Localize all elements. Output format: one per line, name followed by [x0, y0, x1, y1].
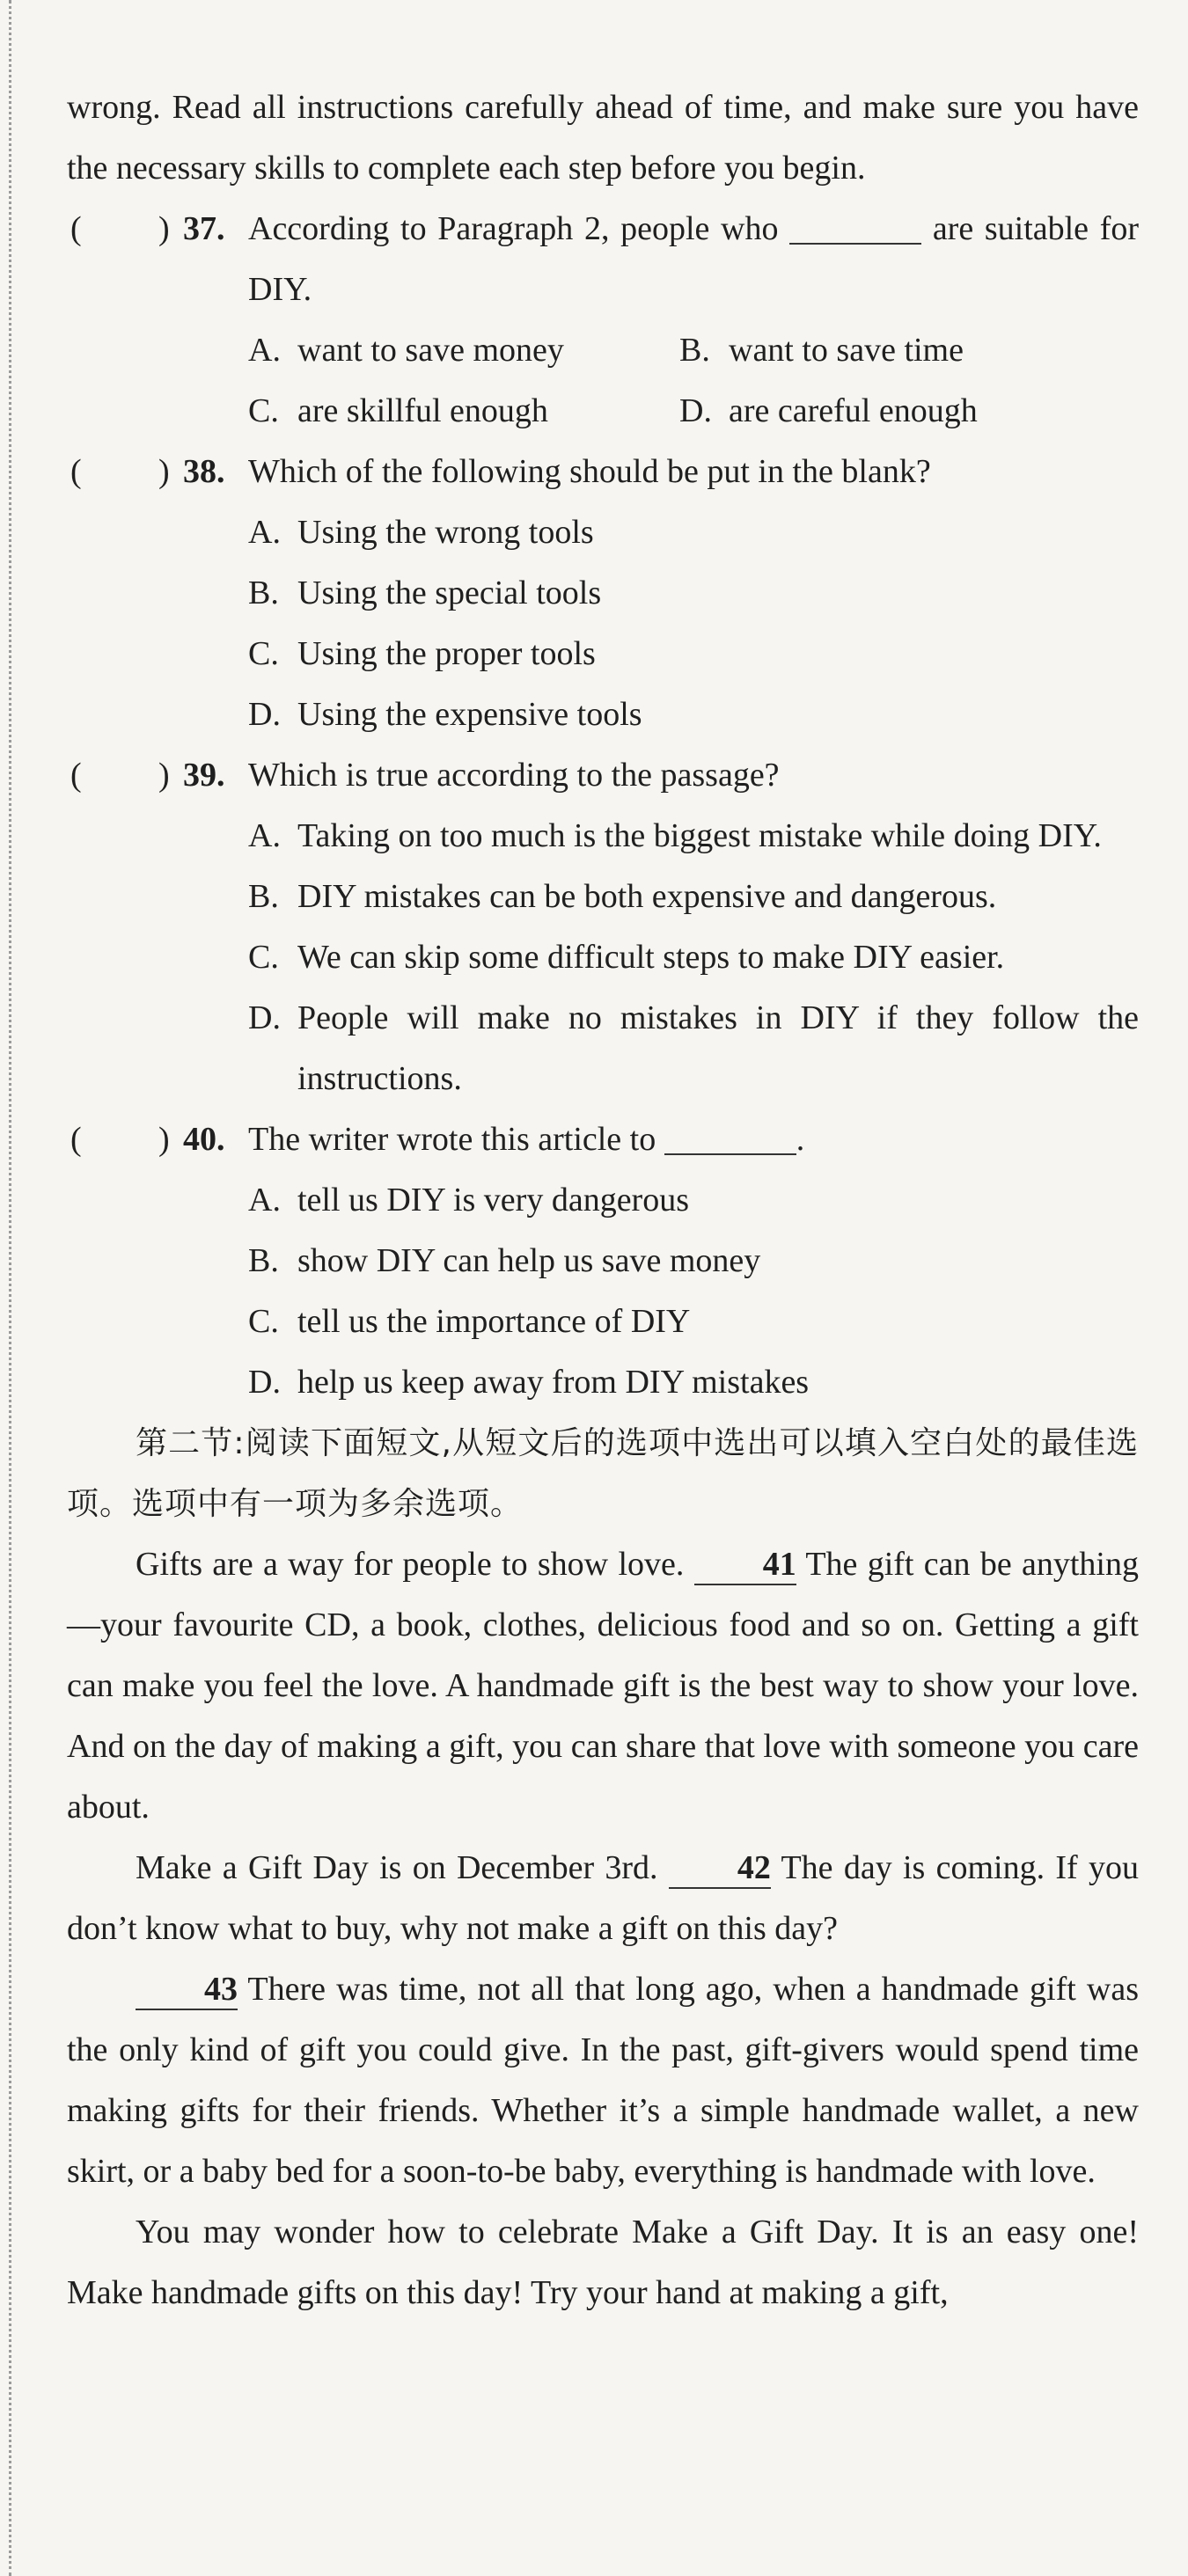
option-letter: A.: [248, 1182, 281, 1218]
option-b: [679, 320, 1111, 381]
section-2-instructions: 第二节:阅读下面短文,从短文后的选项中选出可以填入空白处的最佳选项。选项中有一项为多余选项。: [67, 1425, 1139, 1522]
answer-blank: [664, 1116, 796, 1155]
option-b: [248, 1231, 1139, 1292]
options: [248, 1170, 1139, 1413]
option-b: [248, 867, 1139, 927]
question-number: 37.: [183, 210, 225, 247]
blank-43: 43: [136, 1970, 238, 2010]
question-number: 40.: [183, 1121, 225, 1158]
options: [248, 320, 1139, 442]
stem-text-before: The writer wrote this article to: [248, 1121, 656, 1158]
page-content: [67, 77, 1139, 2324]
option-text: Using the special tools: [297, 574, 602, 611]
question-number: 39.: [183, 757, 225, 794]
passage-paragraph-3: [67, 1959, 1139, 2202]
option-a: [248, 1170, 1139, 1231]
stem-text-after: .: [796, 1121, 805, 1158]
answer-paren-close: ): [158, 1121, 170, 1158]
option-letter: C.: [248, 939, 279, 976]
question-number: 38.: [183, 453, 225, 490]
question-40: [67, 1109, 1139, 1413]
option-a: [248, 806, 1139, 867]
blank-42: 42: [669, 1848, 771, 1889]
passage-paragraph-2: [67, 1838, 1139, 1959]
carry-over-paragraph: wrong. Read all instructions carefully ahead of time, and make sure you have the necessary skills to complete each step before you begin.: [67, 89, 1139, 187]
option-text: are careful enough: [729, 392, 978, 429]
option-letter: A.: [248, 817, 281, 854]
question-stem: Which of the following should be put in the blank?: [248, 453, 931, 490]
option-c: [248, 927, 1139, 988]
option-text: show DIY can help us save money: [297, 1242, 761, 1279]
passage-text: Make a Gift Day is on December 3rd.: [136, 1849, 658, 1886]
question-stem: [248, 199, 1139, 320]
option-text: are skillful enough: [297, 392, 548, 429]
option-d: [248, 684, 1139, 745]
binding-margin-line: [9, 0, 14, 2576]
option-letter: C.: [248, 635, 279, 672]
option-text: Using the wrong tools: [297, 514, 594, 551]
passage-paragraph-4: You may wonder how to celebrate Make a Gift Day. It is an easy one! Make handmade gifts on this day! Try your hand at making a gift,: [67, 2214, 1139, 2311]
option-letter: A.: [248, 514, 281, 551]
option-letter: B.: [248, 574, 279, 611]
option-letter: B.: [248, 1242, 279, 1279]
question-39: [67, 745, 1139, 1109]
answer-paren-close: ): [158, 757, 170, 794]
option-text: want to save money: [297, 332, 564, 369]
options: [248, 502, 1139, 745]
option-row: [248, 381, 1139, 442]
question-stem: [248, 1109, 1139, 1170]
option-letter: D.: [679, 392, 712, 429]
option-letter: C.: [248, 392, 279, 429]
blank-41: 41: [694, 1545, 796, 1585]
option-letter: B.: [679, 332, 710, 369]
option-d: [248, 1352, 1139, 1413]
question-38: [67, 442, 1139, 745]
option-letter: D.: [248, 696, 281, 733]
answer-paren-open: (: [70, 210, 82, 247]
option-text: want to save time: [729, 332, 964, 369]
option-text: tell us DIY is very dangerous: [297, 1182, 689, 1218]
question-37: [67, 199, 1139, 442]
option-c: [248, 1292, 1139, 1352]
option-d: [679, 381, 1111, 442]
option-a: [248, 320, 679, 381]
option-text: We can skip some difficult steps to make DIY easier.: [297, 939, 1005, 976]
stem-text-before: According to Paragraph 2, people who: [248, 210, 779, 247]
answer-paren-open: (: [70, 757, 82, 794]
passage-text: The gift can be anything—your favourite CD, a book, clothes, delicious food and so on. Getting a gift can make you feel the love. A handmade gift is the best way to show your love. And on the day of making a gift, you can share that love with someone you care about.: [67, 1546, 1139, 1826]
answer-blank: [789, 206, 921, 245]
option-c: [248, 381, 679, 442]
option-text: Using the proper tools: [297, 635, 596, 672]
option-d: [248, 988, 1139, 1109]
answer-paren-close: ): [158, 210, 170, 247]
stem-text-after: are suitable for DIY.: [248, 210, 1140, 308]
answer-paren-open: (: [70, 1121, 82, 1158]
option-c: [248, 624, 1139, 684]
option-letter: A.: [248, 332, 281, 369]
passage-text: There was time, not all that long ago, when a handmade gift was the only kind of gift you could give. In the past, gift-givers would spend time making gifts for their friends. Whether it’s a simple handmade wallet, a new skirt, or a baby bed for a soon-to-be baby, everything is handmade with love.: [67, 1971, 1139, 2190]
option-text: DIY mistakes can be both expensive and dangerous.: [297, 878, 997, 915]
passage-paragraph-1: [67, 1534, 1139, 1838]
options: [248, 806, 1139, 1109]
option-letter: D.: [248, 999, 281, 1036]
option-text: People will make no mistakes in DIY if they follow the instructions.: [297, 999, 1139, 1097]
passage-text: Gifts are a way for people to show love.: [136, 1546, 685, 1583]
option-text: tell us the importance of DIY: [297, 1303, 691, 1340]
answer-paren-open: (: [70, 453, 82, 490]
option-letter: B.: [248, 878, 279, 915]
option-a: [248, 502, 1139, 563]
option-text: Taking on too much is the biggest mistake while doing DIY.: [297, 817, 1102, 854]
option-text: help us keep away from DIY mistakes: [297, 1364, 810, 1401]
option-row: [248, 320, 1139, 381]
option-b: [248, 563, 1139, 624]
passage-text: The day is coming. If you don’t know what to buy, why not make a gift on this day?: [67, 1849, 1139, 1947]
option-letter: D.: [248, 1364, 281, 1401]
option-text: Using the expensive tools: [297, 696, 642, 733]
question-stem: Which is true according to the passage?: [248, 757, 780, 794]
answer-paren-close: ): [158, 453, 170, 490]
option-letter: C.: [248, 1303, 279, 1340]
